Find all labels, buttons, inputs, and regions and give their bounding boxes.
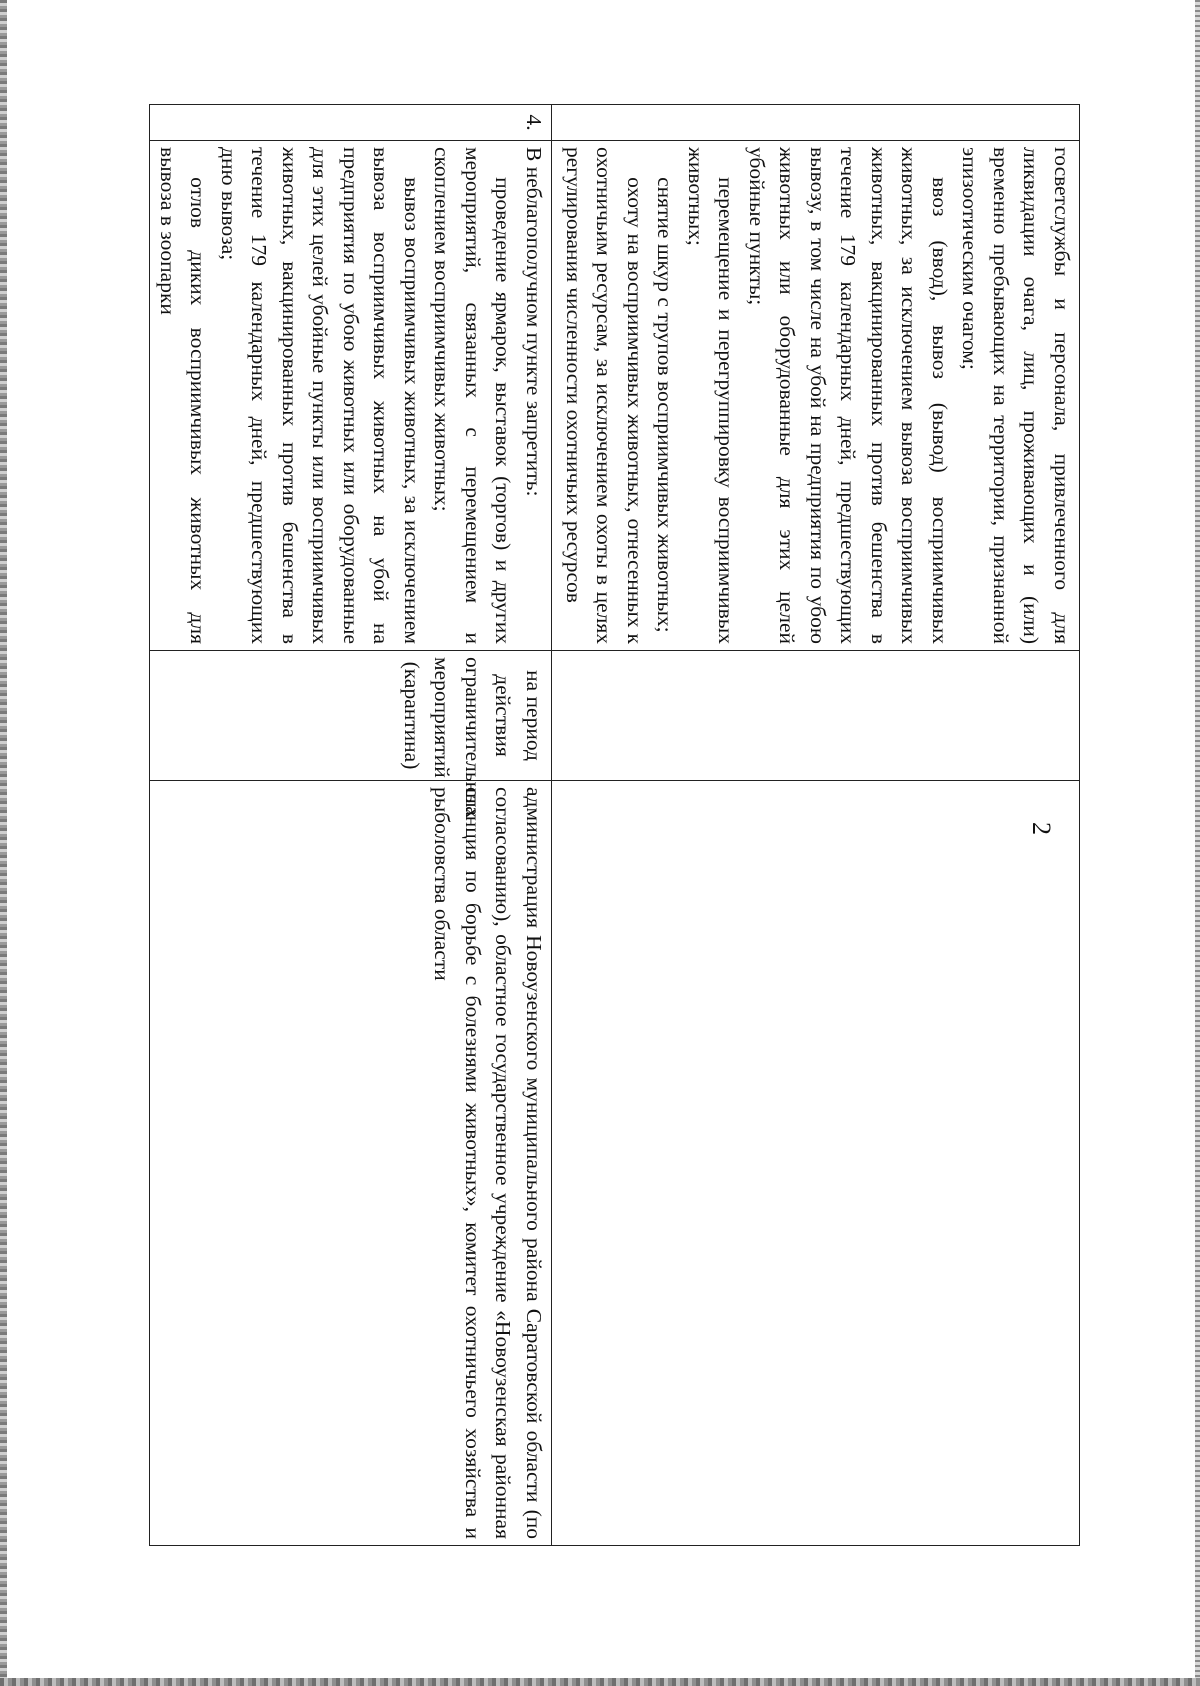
measures-table [150, 104, 1081, 1546]
term-cell [552, 651, 1080, 781]
page-number: 2 [1027, 822, 1056, 835]
scan-edge-bottom [0, 1678, 1200, 1686]
measure-paragraph: ввоз (ввод), вывоз (вывод) восприимчивых животных, за исключением вывоза восприимчивых животных, вакцинированных против бешенства в течение 179 календарных дней, предшествующих вывозу, в том числе на убой на предприятия по убою животных или оборудованные для этих целей убойные пункты; [745, 147, 952, 644]
table-row [552, 105, 1080, 1546]
scan-edge-right [1195, 0, 1200, 1686]
measures-cell [552, 141, 1080, 651]
measure-paragraph: В неблагополучном пункте запретить: [522, 147, 546, 497]
row-number-cell: 4. [150, 105, 552, 141]
responsible-cell [150, 781, 552, 1546]
document-sheet [156, 104, 1080, 1546]
measure-paragraph: вывоз восприимчивых животных, за исключением вывоза восприимчивых животных на убой на предприятия по убою животных или оборудованные для этих целей убойные пункты или восприимчивых животных, вакцинированных против бешенства в течение 179 календарных дней, предшествующих дню вывоза; [217, 147, 424, 644]
measure-paragraph: проведение ярмарок, выставок (торгов) и других мероприятий, связанных с перемещением и скоплением восприимчивых животных; [430, 147, 516, 644]
row-number-cell [552, 105, 1080, 141]
measure-paragraph: снятие шкур с трупов восприимчивых животных; [653, 177, 678, 633]
measure-paragraph: отлов диких восприимчивых животных для вывоза в зоопарки [156, 147, 211, 644]
term-cell: на период действия ограничительных мероприятий (карантина) [150, 651, 552, 781]
measure-paragraph: охоту на восприимчивых животных, отнесенных к охотничьим ресурсам, за исключением охоты в целях регулирования численности охотничьих ресурсов [562, 147, 647, 644]
measure-paragraph: госветслужбы и персонала, привлеченного для ликвидации очага, лиц, проживающих и (или) временно пребывающих на территории, признанной эпизоотическим очагом; [958, 147, 1074, 644]
responsible-cell [552, 781, 1080, 1546]
table-row [150, 105, 552, 1546]
scan-edge-left [0, 0, 7, 1686]
measure-paragraph: перемещение и перегруппировку восприимчивых животных; [684, 147, 739, 644]
responsible-text: администрация Новоузенского муниципального района Саратовской области (по согласованию), областное государственное учреждение «Новоузенская районная станция по борьбе с болезнями животных», комитет охотничьего хозяйства и рыболовства области [430, 787, 546, 1539]
measures-cell [150, 141, 552, 651]
